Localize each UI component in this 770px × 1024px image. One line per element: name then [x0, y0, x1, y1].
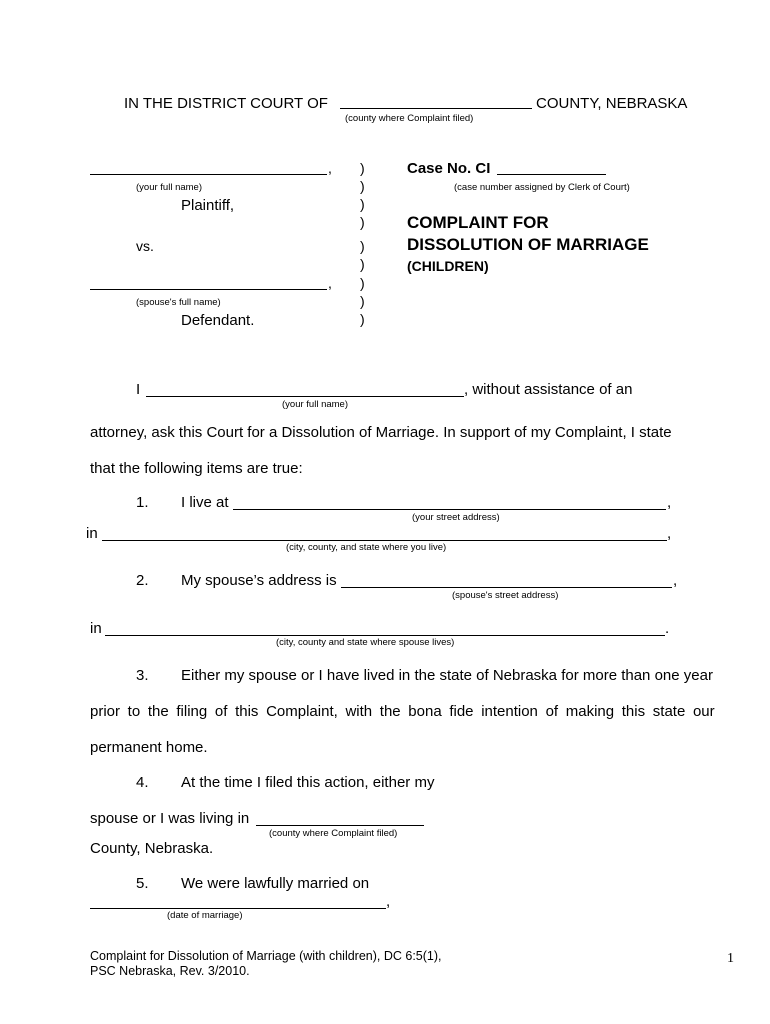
item1-text: I live at — [181, 494, 229, 511]
item3-line1: Either my spouse or I have lived in the state of Nebraska for more than one year — [181, 667, 713, 684]
item3-line3: permanent home. — [90, 739, 208, 756]
marriage-date-hint: (date of marriage) — [167, 910, 243, 921]
full-name-hint: (your full name) — [282, 399, 348, 410]
item4-number: 4. — [136, 774, 149, 791]
defendant-comma: , — [328, 275, 332, 291]
intro-line2: attorney, ask this Court for a Dissolution of Marriage. In support of my Complaint, I state — [90, 424, 672, 441]
caption-paren: ) — [360, 256, 365, 272]
caption-paren: ) — [360, 196, 365, 212]
item1-comma: , — [667, 494, 672, 511]
item2-in: in — [90, 620, 102, 637]
footer-line2: PSC Nebraska, Rev. 3/2010. — [90, 964, 250, 978]
spouse-city-county-state-blank[interactable] — [105, 635, 665, 636]
caption-paren: ) — [360, 311, 365, 327]
case-number-blank[interactable] — [497, 174, 606, 175]
item1-in-comma: , — [667, 525, 672, 542]
item4-line2: spouse or I was living in — [90, 810, 250, 827]
item5-comma: , — [386, 893, 391, 910]
court-heading-prefix: IN THE DISTRICT COURT OF — [124, 95, 328, 112]
item4-line1: At the time I filed this action, either my — [181, 774, 435, 791]
item3-number: 3. — [136, 667, 149, 684]
item1-number: 1. — [136, 494, 149, 511]
caption-paren: ) — [360, 275, 365, 291]
city-county-state-blank[interactable] — [102, 540, 667, 541]
plaintiff-name-blank[interactable] — [90, 174, 327, 175]
intro-after: , without assistance of an — [464, 381, 633, 398]
county-blank[interactable] — [340, 108, 532, 109]
page-number: 1 — [727, 951, 734, 966]
plaintiff-comma: , — [328, 160, 332, 176]
plaintiff-role: Plaintiff, — [181, 197, 235, 214]
intro-line3: that the following items are true: — [90, 460, 303, 477]
item2-number: 2. — [136, 572, 149, 589]
defendant-name-blank[interactable] — [90, 289, 327, 290]
item2-comma: , — [673, 572, 678, 589]
case-number-label: Case No. CI — [407, 160, 491, 177]
plaintiff-hint: (your full name) — [136, 182, 202, 193]
item2-in-period: . — [665, 620, 670, 637]
spouse-street-address-blank[interactable] — [341, 587, 672, 588]
item1-in: in — [86, 525, 98, 542]
county-living-hint: (county where Complaint filed) — [269, 828, 398, 839]
item2-text: My spouse’s address is — [181, 572, 337, 589]
marriage-date-blank[interactable] — [90, 908, 386, 909]
county-living-blank[interactable] — [256, 825, 424, 826]
spouse-street-address-hint: (spouse's street address) — [452, 590, 559, 601]
county-hint: (county where Complaint filed) — [345, 113, 474, 124]
defendant-role: Defendant. — [181, 312, 255, 329]
item5-line1: We were lawfully married on — [181, 875, 370, 892]
document-title-line2: DISSOLUTION OF MARRIAGE — [407, 235, 649, 254]
street-address-blank[interactable] — [233, 509, 666, 510]
intro-i: I — [136, 381, 141, 398]
caption-paren: ) — [360, 293, 365, 309]
caption-paren: ) — [360, 160, 365, 176]
case-number-hint: (case number assigned by Clerk of Court) — [454, 182, 630, 193]
vs-label: vs. — [136, 238, 154, 254]
document-title-line3: (CHILDREN) — [407, 258, 489, 274]
footer-line1: Complaint for Dissolution of Marriage (with children), DC 6:5(1), — [90, 949, 442, 963]
defendant-hint: (spouse's full name) — [136, 297, 221, 308]
full-name-blank[interactable] — [146, 396, 464, 397]
court-heading-suffix: COUNTY, NEBRASKA — [536, 95, 688, 112]
document-title-line1: COMPLAINT FOR — [407, 213, 549, 232]
city-county-state-hint: (city, county, and state where you live) — [286, 542, 447, 553]
caption-paren: ) — [360, 238, 365, 254]
item5-number: 5. — [136, 875, 149, 892]
item3-line2: prior to the filing of this Complaint, with the bona fide intention of making this state our — [90, 703, 715, 720]
caption-paren: ) — [360, 178, 365, 194]
caption-paren: ) — [360, 214, 365, 230]
spouse-city-county-state-hint: (city, county and state where spouse lives) — [276, 637, 455, 648]
item4-line3: County, Nebraska. — [90, 840, 214, 857]
street-address-hint: (your street address) — [412, 512, 500, 523]
